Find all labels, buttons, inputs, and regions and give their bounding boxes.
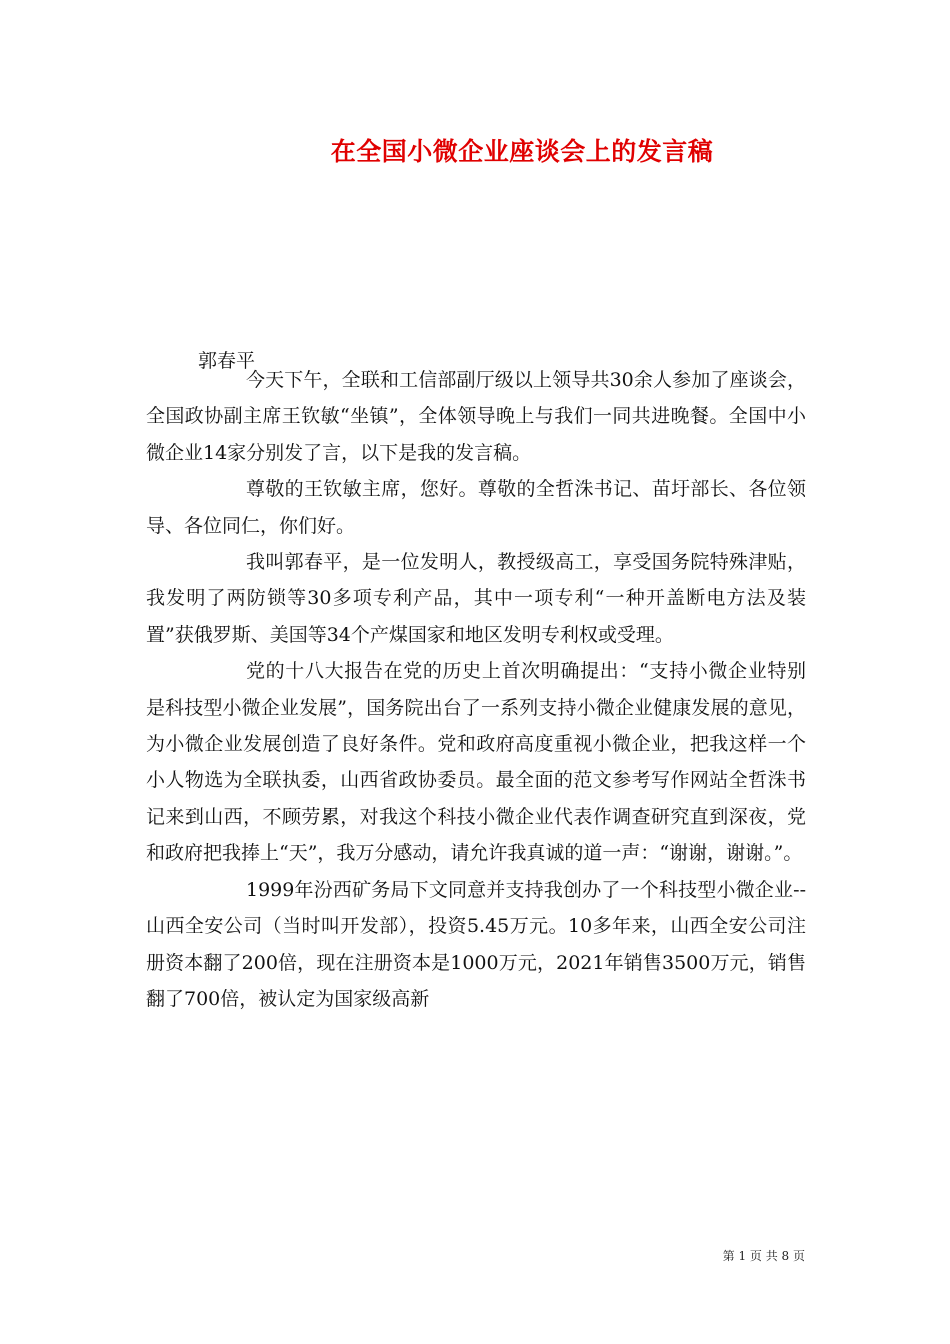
paragraph-4: 党的十八大报告在党的历史上首次明确提出：“支持小微企业特别是科技型小微企业发展”，国务院出台了一系列支持小微企业健康发展的意见，为小微企业发展创造了良好条件。党和政府高度重视小微企业，把我这样一个小人物选为全联执委，山西省政协委员。最全面的范文参考写作网站全哲洙书记来到山西，不顾劳累，对我这个科技小微企业代表作调查研究直到深夜，党和政府把我捧上“天”，我万分感动，请允许我真诚的道一声：“谢谢，谢谢。”。: [146, 660, 806, 865]
paragraph-2: 尊敬的王钦敏主席，您好。尊敬的全哲洙书记、苗圩部长、各位领导、各位同仁，你们好。: [146, 478, 806, 537]
page-number-footer: 第 1 页 共 8 页: [722, 1249, 805, 1263]
document-title: [0, 132, 950, 168]
document-body: [146, 362, 806, 1017]
paragraph-1: 今天下午，全联和工信部副厅级以上领导共30余人参加了座谈会，全国政协副主席王钦敏“坐镇”，全体领导晚上与我们一同共进晚餐。全国中小微企业14家分别发了言，以下是我的发言稿。: [146, 369, 806, 464]
author-name: 郭春平: [198, 350, 256, 372]
paragraph-5: 1999年汾西矿务局下文同意并支持我创办了一个科技型小微企业--山西全安公司（当时叫开发部），投资5.45万元。10多年来，山西全安公司注册资本翻了200倍，现在注册资本是1000万元，2021年销售3500万元，销售翻了700倍，被认定为国家级高新: [146, 878, 806, 1010]
document-title-text: 在全国小微企业座谈会上的发言稿: [330, 137, 714, 166]
paragraph-3: 我叫郭春平，是一位发明人，教授级高工，享受国务院特殊津贴，我发明了两防锁等30多项专利产品，其中一项专利“一种开盖断电方法及装置”获俄罗斯、美国等34个产煤国家和地区发明专利权或受理。: [146, 551, 806, 646]
